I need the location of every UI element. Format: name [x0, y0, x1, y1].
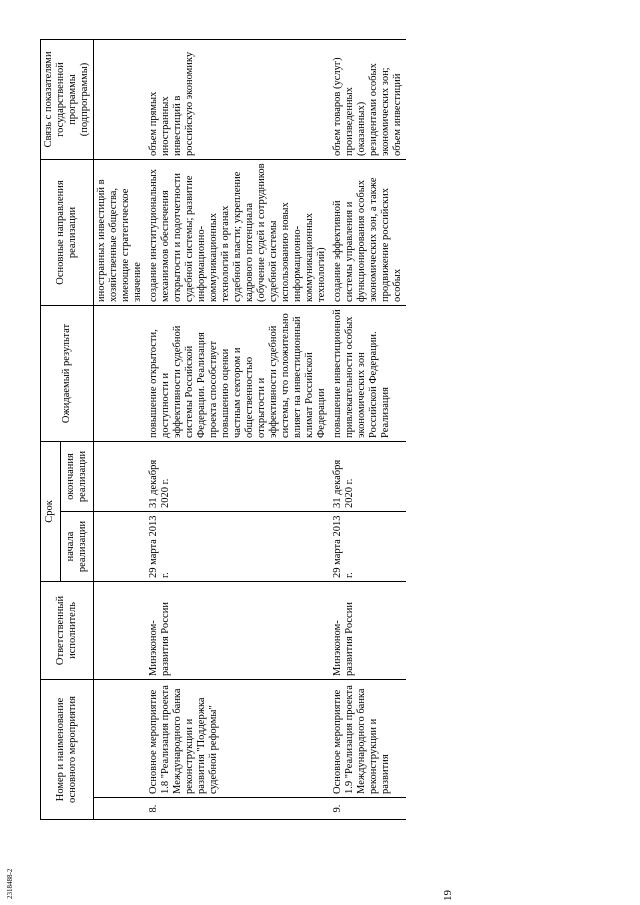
indicator-link: объем товаров (услуг) произведенных (оказанных) резидентами особых экономических зон; объем инвестиций [330, 39, 406, 159]
row-number: 8. [146, 798, 330, 820]
measure-name: Основное мероприятие 1.8 "Реализация проекта Международного банка реконструкции и развития "Поддержка судебной реформы" [146, 680, 330, 798]
table-row [146, 39, 330, 819]
header-result: Ожидаемый результат [41, 305, 94, 441]
start-date: 29 марта 2013 г. [146, 512, 330, 582]
header-end: окончания реализации [60, 441, 93, 511]
header-number-name: Номер и наименование основного мероприятия [41, 680, 94, 820]
table-row [330, 39, 406, 819]
continuation-text: иностранных инвестиций в хозяйственные общества, имеющие стратегическое значение [94, 159, 147, 305]
executor: Минэконом-развития России [330, 582, 406, 680]
header-start: начала реализации [60, 512, 93, 582]
indicator-link: объем прямых иностранных инвестиций в российскую экономику [146, 39, 330, 159]
expected-result: повышение открытости, доступности и эффективности судебной системы Российской Федерации. Реализация проекта способствует повышению оценки частным сектором и общественностью открытости и эффективности судебной системы, что положительно влияет на инвестиционный климат Российской Федерации [146, 305, 330, 441]
start-date: 29 марта 2013 г. [330, 512, 406, 582]
header-directions: Основные направления реализации [41, 159, 94, 305]
measures-table [40, 39, 406, 820]
directions: создание эффективной системы управления и функционирования особых экономических зон, а также продвижение российских особых [330, 159, 406, 305]
expected-result: повышение инвестиционной привлекательности особых экономических зон Российской Федерации. Реализация [330, 305, 406, 441]
page-number: 19 [442, 890, 454, 901]
document-id: 2318488-2 [6, 868, 14, 899]
end-date: 31 декабря 2020 г. [330, 441, 406, 511]
measure-name: Основное мероприятие 1.9 "Реализация проекта Международного банка реконструкции и развития [330, 680, 406, 798]
executor: Минэконом-развития России [146, 582, 330, 680]
table-row-continuation [94, 39, 147, 819]
directions: создание институциональных механизмов обеспечения открытости и подотчетности судебной системы; развитие информационно-коммуникационных технологий в органах судебной власти; укрепление кадрового потенциала (обучение судей и сотрудников судебной системы использованию новых информационно-коммуникационных технологий) [146, 159, 330, 305]
end-date: 31 декабря 2020 г. [146, 441, 330, 511]
row-number: 9. [330, 798, 406, 820]
header-term: Срок [41, 441, 61, 581]
header-executor: Ответственный исполнитель [41, 582, 94, 680]
header-link: Связь с показателями государственной программы (подпрограммы) [41, 39, 94, 159]
